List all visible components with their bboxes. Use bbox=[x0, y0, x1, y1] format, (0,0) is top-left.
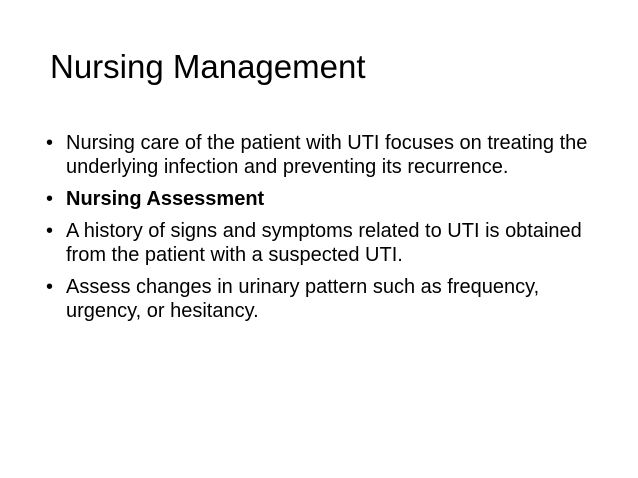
bullet-dot-icon: • bbox=[46, 132, 54, 154]
bullet-text-heading: Nursing Assessment bbox=[66, 188, 265, 210]
bullet-text: Nursing care of the patient with UTI focuses on treating the underlying infection and preventing its recurrence. bbox=[66, 132, 588, 178]
bullet-item bbox=[46, 131, 606, 179]
bullet-text: Assess changes in urinary pattern such as frequency, urgency, or hesitancy. bbox=[66, 276, 540, 322]
bullet-dot-icon: • bbox=[46, 276, 54, 298]
bullet-item bbox=[46, 275, 606, 323]
bullet-dot-icon: • bbox=[46, 188, 54, 210]
slide-title: Nursing Management bbox=[50, 48, 366, 85]
bullet-text: A history of signs and symptoms related to UTI is obtained from the patient with a suspected UTI. bbox=[66, 220, 582, 266]
bullet-list bbox=[46, 131, 606, 323]
bullet-dot-icon: • bbox=[46, 220, 54, 242]
bullet-item bbox=[46, 187, 606, 211]
bullet-item bbox=[46, 219, 606, 267]
